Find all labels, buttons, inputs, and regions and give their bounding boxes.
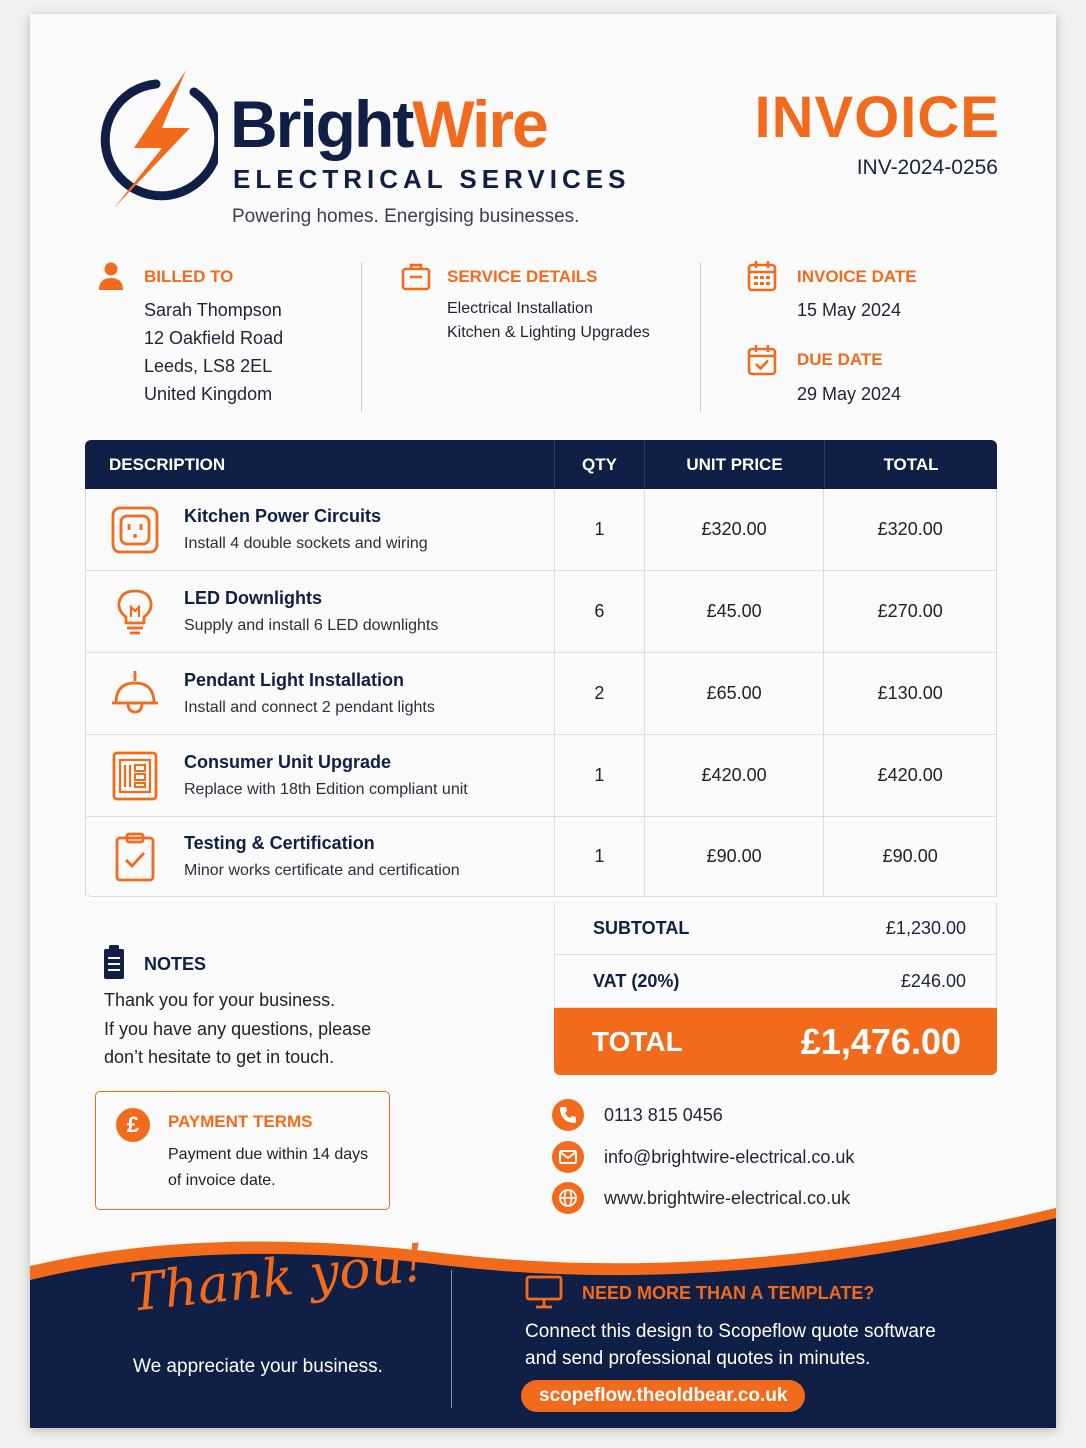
service-details-text: [447, 297, 650, 345]
brand-subtitle: ELECTRICAL SERVICES: [233, 164, 631, 194]
item-description: Install and connect 2 pendant lights: [184, 699, 435, 716]
billed-to-line: Leeds, LS8 2EL: [144, 356, 273, 376]
promo-text: [525, 1318, 936, 1372]
notes-line: don’t hesitate to get in touch.: [104, 1047, 335, 1067]
header-qty: QTY: [554, 440, 644, 489]
table-row: [86, 653, 996, 735]
brand-tagline: Powering homes. Energising businesses.: [232, 206, 580, 227]
vat-value: £246.00: [900, 970, 966, 991]
item-unit-price: £420.00: [644, 735, 824, 816]
due-date-label: DUE DATE: [797, 350, 883, 369]
contact-phone[interactable]: [552, 1099, 723, 1131]
billed-to-line: 12 Oakfield Road: [144, 328, 284, 348]
billed-to-address: [144, 296, 283, 408]
mail-icon: [552, 1141, 584, 1173]
billed-to-line: United Kingdom: [144, 384, 273, 404]
header-unit-price: UNIT PRICE: [644, 440, 824, 489]
billed-to-label: BILLED TO: [144, 267, 234, 286]
service-line: Electrical Installation: [447, 300, 593, 317]
monitor-icon: [525, 1275, 563, 1309]
brand-name-part2: Wire: [412, 87, 547, 161]
item-description: Replace with 18th Edition compliant unit: [184, 781, 468, 798]
payment-terms-box: [95, 1091, 390, 1210]
brand-name: [230, 86, 547, 162]
calendar-check-icon: [747, 344, 777, 376]
item-name: Consumer Unit Upgrade: [184, 752, 392, 772]
invoice-title: INVOICE: [754, 85, 1000, 150]
consumer-unit-icon: [110, 751, 160, 801]
total-label: TOTAL: [592, 1025, 683, 1057]
thank-you-script: Thank you!: [126, 1233, 428, 1324]
billed-to-line: Sarah Thompson: [144, 300, 282, 320]
header-total: TOTAL: [824, 440, 997, 489]
website-url[interactable]: www.brightwire-electrical.co.uk: [604, 1187, 851, 1208]
notes-clipboard-icon: [104, 945, 124, 979]
payment-line: of invoice date.: [168, 1172, 276, 1189]
item-qty: 6: [554, 571, 644, 652]
invoice-number: INV-2024-0256: [856, 156, 998, 179]
table-row: [86, 571, 996, 653]
item-unit-price: £45.00: [644, 571, 824, 652]
item-unit-price: £90.00: [644, 817, 824, 896]
invoice-page: [30, 14, 1056, 1428]
item-name: Testing & Certification: [184, 833, 375, 853]
column-divider: [361, 262, 362, 412]
service-line: Kitchen & Lighting Upgrades: [447, 324, 650, 341]
item-qty: 1: [554, 817, 644, 896]
briefcase-icon: [401, 262, 431, 292]
promo-line: and send professional quotes in minutes.: [525, 1348, 871, 1369]
appreciation-text: We appreciate your business.: [133, 1356, 383, 1377]
table-row: [86, 489, 996, 571]
item-total: £270.00: [823, 571, 996, 652]
item-name: Pendant Light Installation: [184, 670, 404, 690]
payment-terms-label: PAYMENT TERMS: [168, 1112, 313, 1131]
item-qty: 1: [554, 735, 644, 816]
notes-label: NOTES: [144, 954, 207, 974]
item-name: Kitchen Power Circuits: [184, 506, 382, 526]
totals-block: [554, 902, 997, 1075]
pound-icon: £: [116, 1108, 150, 1142]
item-name: LED Downlights: [184, 588, 322, 608]
contact-email[interactable]: [552, 1141, 854, 1173]
item-total: £420.00: [823, 735, 996, 816]
due-date-value: 29 May 2024: [797, 384, 902, 404]
promo-line: Connect this design to Scopeflow quote software: [525, 1321, 936, 1342]
table-body: [85, 489, 997, 897]
item-qty: 1: [554, 489, 644, 570]
total-value: £1,476.00: [800, 1020, 961, 1062]
promo-title: NEED MORE THAN A TEMPLATE?: [582, 1283, 875, 1303]
grand-total-row: [554, 1008, 997, 1075]
item-total: £130.00: [823, 653, 996, 734]
notes-line: Thank you for your business.: [104, 990, 336, 1010]
item-description: Install 4 double sockets and wiring: [184, 535, 428, 552]
socket-icon: [110, 505, 160, 555]
invoice-date-label: INVOICE DATE: [797, 267, 917, 286]
item-total: £320.00: [823, 489, 996, 570]
item-description: Minor works certificate and certification: [184, 862, 460, 879]
notes-text: [104, 986, 371, 1072]
vat-label: VAT (20%): [593, 970, 680, 991]
brand-name-part1: Bright: [230, 87, 413, 161]
promo-link-button[interactable]: scopeflow.theoldbear.co.uk: [521, 1380, 805, 1412]
pendant-lamp-icon: [110, 669, 160, 719]
vat-row: [554, 955, 997, 1008]
column-divider: [700, 262, 701, 412]
item-unit-price: £65.00: [644, 653, 824, 734]
table-row: [86, 735, 996, 817]
invoice-date-value: 15 May 2024: [797, 300, 902, 320]
lightning-bolt-logo-icon: [94, 70, 218, 210]
service-details-label: SERVICE DETAILS: [447, 267, 598, 286]
subtotal-row: [554, 902, 997, 955]
subtotal-label: SUBTOTAL: [593, 917, 690, 938]
phone-number[interactable]: 0113 815 0456: [604, 1104, 723, 1125]
item-total: £90.00: [823, 817, 996, 896]
subtotal-value: £1,230.00: [885, 917, 966, 938]
lightbulb-icon: [110, 587, 160, 637]
item-qty: 2: [554, 653, 644, 734]
clipboard-check-icon: [110, 832, 160, 882]
table-row: [86, 817, 996, 897]
email-address[interactable]: info@brightwire-electrical.co.uk: [604, 1146, 855, 1167]
table-header: [85, 440, 997, 489]
item-unit-price: £320.00: [644, 489, 824, 570]
payment-line: Payment due within 14 days: [168, 1146, 369, 1163]
footer-divider: [451, 1270, 452, 1408]
person-icon: [98, 262, 124, 290]
header-description: DESCRIPTION: [109, 454, 226, 474]
item-description: Supply and install 6 LED downlights: [184, 617, 439, 634]
calendar-icon: [747, 260, 777, 292]
notes-line: If you have any questions, please: [104, 1018, 372, 1039]
phone-icon: [552, 1099, 584, 1131]
line-items-table: [85, 440, 997, 897]
payment-terms-text: [168, 1142, 368, 1194]
